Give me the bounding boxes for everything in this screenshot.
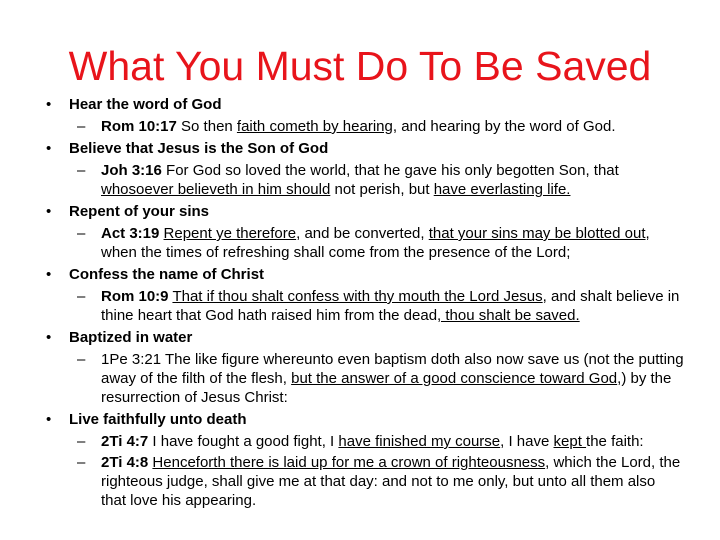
section-heading: • Live faithfully unto death — [44, 410, 684, 430]
section — [44, 328, 684, 407]
verse-text: , and shalt believe in thine heart that God hath raised him from the dead — [101, 288, 680, 324]
verse-text: 1Pe 3:21 The like figure whereunto even baptism doth also now save us (not the putting away of the filth of the flesh, — [101, 351, 684, 387]
verse-text-underlined: Henceforth there is laid up for me a crown of righteousness — [152, 454, 546, 471]
verse-reference: 2Ti 4:8 — [101, 454, 149, 471]
verse-text-underlined: but the answer of a good conscience toward God — [291, 370, 618, 387]
verse-text-underlined: that your sins may be blotted out — [428, 225, 646, 242]
verse-line — [44, 117, 684, 136]
verse-line — [44, 432, 684, 451]
section-heading: • Believe that Jesus is the Son of God — [44, 139, 684, 159]
verse-text: So then — [176, 118, 237, 135]
verse-reference: 2Ti 4:7 — [101, 433, 149, 450]
section — [44, 139, 684, 199]
section-heading: • Baptized in water — [44, 328, 684, 348]
verse-line — [44, 350, 684, 407]
verse-line — [44, 161, 684, 199]
verse-text-underlined: That if thou shalt confess with thy mouth the Lord Jesus — [172, 288, 543, 305]
verse-reference: Act 3:19 — [101, 225, 160, 242]
verse-text-underlined: , thou shalt be saved. — [437, 307, 580, 324]
verse-text: For God so loved the world, that he gave his only begotten Son, that — [161, 162, 619, 179]
section-heading: • Hear the word of God — [44, 95, 684, 115]
verse-text-underlined: kept — [553, 433, 587, 450]
verse-text: ,) by the resurrection of Jesus Christ: — [101, 370, 672, 406]
verse-text: , and be converted, — [296, 225, 429, 242]
section-heading: • Confess the name of Christ — [44, 265, 684, 285]
verse-line — [44, 287, 684, 325]
verse-text: the faith: — [586, 433, 644, 450]
slide-content — [44, 92, 684, 510]
section — [44, 265, 684, 325]
section — [44, 410, 684, 510]
verse-text: , and hearing by the word of God. — [392, 118, 616, 135]
verse-reference: Rom 10:17 — [101, 118, 177, 135]
verse-text: , I have — [500, 433, 554, 450]
verse-text: I have fought a good fight, I — [148, 433, 339, 450]
verse-text: not perish, but — [330, 181, 434, 198]
verse-reference: Rom 10:9 — [101, 288, 169, 305]
section-heading: • Repent of your sins — [44, 202, 684, 222]
verse-text-underlined: have everlasting life. — [433, 181, 571, 198]
verse-text: , which the Lord, the righteous judge, shall give me at that day: and not to me only, but unto all them also that love his appearing. — [101, 454, 681, 509]
verse-text-underlined: Repent ye therefore — [163, 225, 297, 242]
verse-reference: Joh 3:16 — [101, 162, 162, 179]
section — [44, 202, 684, 262]
verse-text: , when the times of refreshing shall come from the presence of the Lord; — [101, 225, 650, 261]
verse-text-underlined: whosoever believeth in him should — [101, 181, 331, 198]
verse-text-underlined: have finished my course — [338, 433, 501, 450]
verse-text-underlined: faith cometh by hearing — [236, 118, 393, 135]
verse-line — [44, 224, 684, 262]
slide-title: What You Must Do To Be Saved — [68, 43, 652, 89]
verse-line — [44, 453, 684, 510]
section — [44, 95, 684, 136]
